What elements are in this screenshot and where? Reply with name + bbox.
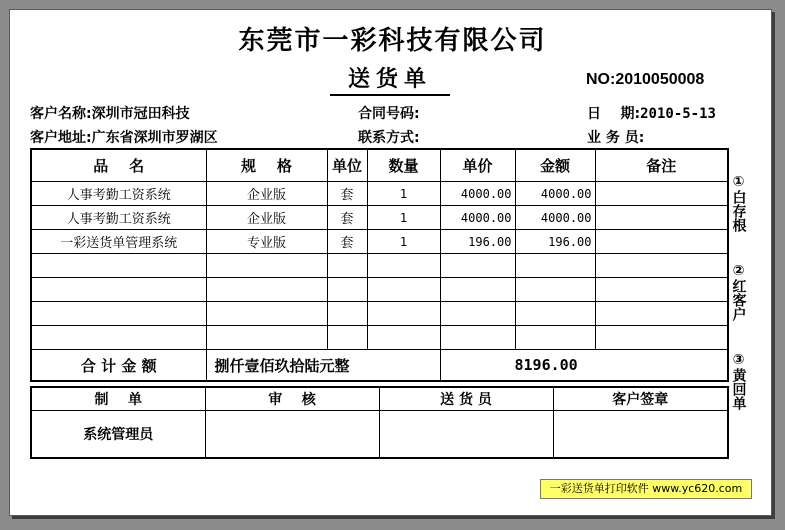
item-qty — [367, 302, 440, 326]
sign-header-deliverer: 送 货 员 — [379, 387, 553, 411]
document-number: NO:2010050008 — [586, 71, 705, 88]
sign-deliverer — [379, 411, 553, 459]
table-row — [31, 206, 728, 230]
item-amount — [515, 254, 595, 278]
signature-header-row — [31, 387, 728, 411]
date-label: 日 期: — [587, 106, 641, 122]
total-in-words: 捌仟壹佰玖拾陆元整 — [206, 350, 440, 382]
total-row — [31, 350, 728, 382]
side-note-red-customer — [728, 263, 748, 326]
customer-name-field — [30, 103, 190, 123]
company-name: 东莞市一彩科技有限公司 — [238, 26, 547, 56]
col-header-remark: 备注 — [595, 149, 728, 182]
table-row — [31, 254, 728, 278]
total-label: 合 计 金 额 — [31, 350, 206, 382]
item-spec: 企业版 — [206, 206, 327, 230]
item-price: 4000.00 — [440, 182, 515, 206]
item-amount — [515, 278, 595, 302]
item-amount: 4000.00 — [515, 182, 595, 206]
contact-field — [358, 127, 420, 147]
item-spec — [206, 278, 327, 302]
item-remark — [595, 254, 728, 278]
item-amount — [515, 302, 595, 326]
item-qty: 1 — [367, 182, 440, 206]
sign-header-customer-seal: 客户签章 — [553, 387, 728, 411]
table-row — [31, 182, 728, 206]
col-header-unit: 单位 — [327, 149, 367, 182]
item-remark — [595, 182, 728, 206]
item-unit — [327, 326, 367, 350]
item-unit — [327, 302, 367, 326]
item-price: 4000.00 — [440, 206, 515, 230]
salesperson-field — [587, 127, 644, 147]
item-remark — [595, 278, 728, 302]
col-header-price: 单价 — [440, 149, 515, 182]
items-header-row — [31, 149, 728, 182]
contract-no-field — [358, 103, 420, 123]
sign-customer-seal — [553, 411, 728, 459]
total-amount: 8196.00 — [440, 350, 728, 382]
date-field — [587, 103, 716, 123]
item-qty — [367, 254, 440, 278]
item-price — [440, 254, 515, 278]
item-name — [31, 302, 206, 326]
item-name: 人事考勤工资系统 — [31, 182, 206, 206]
date-value: 2010-5-13 — [640, 106, 716, 122]
item-name — [31, 278, 206, 302]
item-remark — [595, 302, 728, 326]
customer-name-label: 客户名称: — [30, 106, 92, 122]
sign-preparer: 系统管理员 — [31, 411, 205, 459]
contract-no-label: 合同号码: — [358, 106, 420, 122]
contact-label: 联系方式: — [358, 130, 420, 146]
item-qty: 1 — [367, 230, 440, 254]
item-spec: 企业版 — [206, 182, 327, 206]
item-unit: 套 — [327, 206, 367, 230]
table-row — [31, 326, 728, 350]
col-header-amount: 金额 — [515, 149, 595, 182]
side-note-text: ②红客户 — [730, 263, 747, 321]
sign-header-preparer: 制 单 — [31, 387, 205, 411]
item-unit — [327, 254, 367, 278]
item-price — [440, 302, 515, 326]
col-header-name: 品 名 — [31, 149, 206, 182]
side-note-white-stub — [728, 174, 748, 237]
item-qty — [367, 278, 440, 302]
item-remark — [595, 326, 728, 350]
item-qty — [367, 326, 440, 350]
customer-name-value: 深圳市冠田科技 — [91, 106, 190, 122]
item-remark — [595, 206, 728, 230]
item-spec: 专业版 — [206, 230, 327, 254]
sign-reviewer — [205, 411, 379, 459]
items-table — [30, 148, 729, 382]
item-name — [31, 326, 206, 350]
side-note-yellow-return — [728, 352, 748, 415]
signature-value-row — [31, 411, 728, 459]
customer-address-value: 广东省深圳市罗湖区 — [91, 130, 218, 146]
col-header-spec: 规 格 — [206, 149, 327, 182]
item-unit: 套 — [327, 182, 367, 206]
document-title: 送货单 — [330, 62, 450, 96]
item-name: 一彩送货单管理系统 — [31, 230, 206, 254]
side-note-text: ①白存根 — [730, 174, 747, 232]
item-amount — [515, 326, 595, 350]
item-name: 人事考勤工资系统 — [31, 206, 206, 230]
item-spec — [206, 302, 327, 326]
item-amount: 196.00 — [515, 230, 595, 254]
item-price — [440, 278, 515, 302]
item-unit — [327, 278, 367, 302]
signature-table — [30, 386, 729, 459]
item-price: 196.00 — [440, 230, 515, 254]
customer-address-label: 客户地址: — [30, 130, 92, 146]
item-spec — [206, 326, 327, 350]
customer-address-field — [30, 127, 218, 147]
table-row — [31, 278, 728, 302]
item-price — [440, 326, 515, 350]
item-unit: 套 — [327, 230, 367, 254]
item-name — [31, 254, 206, 278]
item-remark — [595, 230, 728, 254]
item-amount: 4000.00 — [515, 206, 595, 230]
item-spec — [206, 254, 327, 278]
salesperson-label: 业 务 员: — [587, 130, 645, 146]
software-footer-link[interactable]: 一彩送货单打印软件 www.yc620.com — [540, 479, 752, 499]
table-row — [31, 230, 728, 254]
side-note-text: ③黄回单 — [730, 352, 747, 410]
table-row — [31, 302, 728, 326]
item-qty: 1 — [367, 206, 440, 230]
col-header-qty: 数量 — [367, 149, 440, 182]
sign-header-reviewer: 审 核 — [205, 387, 379, 411]
